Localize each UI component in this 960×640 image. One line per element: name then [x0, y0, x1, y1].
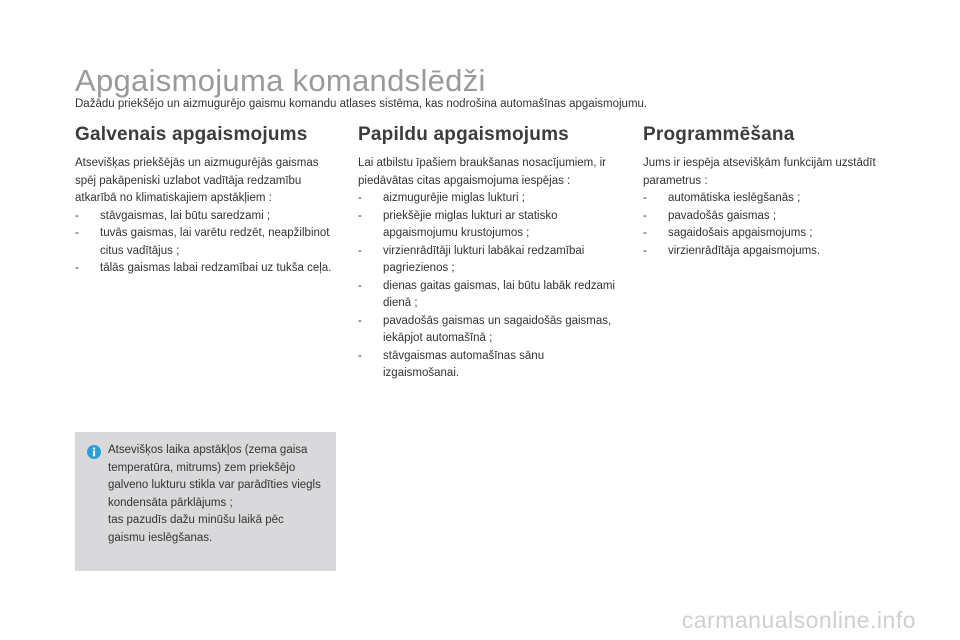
section-programming	[643, 124, 903, 260]
page-title: Apgaismojuma komandslēdži	[75, 63, 486, 98]
list-item: - aizmugurējie miglas lukturi ;	[358, 190, 620, 208]
list-item: - dienas gaitas gaismas, lai būtu labāk redzami dienā ;	[358, 278, 620, 313]
section-intro: Lai atbilstu īpašiem braukšanas nosacījumiem, ir piedāvātas citas apgaismojuma iespējas :	[358, 157, 607, 187]
section-main-lighting	[75, 124, 335, 278]
section-heading: Programmēšana	[643, 124, 795, 145]
info-icon	[87, 445, 101, 459]
info-note-box	[75, 432, 336, 571]
list-item: - stāvgaismas, lai būtu saredzami ;	[75, 208, 335, 226]
note-text: tas pazudīs dažu minūšu laikā pēc gaismu ieslēgšanas.	[108, 514, 284, 544]
list-item: - tālās gaismas labai redzamībai uz tukša ceļa.	[75, 260, 335, 278]
note-text: Atsevišķos laika apstākļos (zema gaisa temperatūra, mitrums) zem priekšējo galveno lukturu stikla var parādīties viegls kondensāta pārklājums ;	[108, 444, 321, 509]
list-item: - stāvgaismas automašīnas sānu izgaismošanai.	[358, 348, 620, 383]
list-item: - priekšējie miglas lukturi ar statisko apgaismojumu krustojumos ;	[358, 208, 620, 243]
bullet-list	[358, 190, 620, 383]
section-intro: Atsevišķas priekšējās un aizmugurējās gaismas spēj pakāpeniski uzlabot vadītāja redzamību atkarībā no klimatiskajiem apstākļiem :	[75, 157, 319, 204]
section-additional-lighting	[358, 124, 620, 383]
watermark: carmanualsonline.info	[681, 607, 916, 633]
section-intro: Jums ir iespēja atsevišķām funkcijām uzstādīt parametrus :	[643, 157, 876, 187]
list-item: - virzienrādītāja apgaismojums.	[643, 243, 903, 261]
list-item: - pavadošās gaismas ;	[643, 208, 903, 226]
list-item: - tuvās gaismas, lai varētu redzēt, neapžilbinot citus vadītājus ;	[75, 225, 335, 260]
section-heading: Papildu apgaismojums	[358, 124, 569, 145]
list-item: - virzienrādītāji lukturi labākai redzamībai pagriezienos ;	[358, 243, 620, 278]
list-item: - automātiska ieslēgšanās ;	[643, 190, 903, 208]
list-item: - pavadošās gaismas un sagaidošās gaismas, iekāpjot automašīnā ;	[358, 313, 620, 348]
list-item: - sagaidošais apgaismojums ;	[643, 225, 903, 243]
page-subtitle: Dažādu priekšējo un aizmugurējo gaismu komandu atlases sistēma, kas nodrošina automašīnas apgaismojumu.	[75, 98, 648, 110]
section-heading: Galvenais apgaismojums	[75, 124, 308, 145]
bullet-list	[75, 208, 335, 278]
bullet-list	[643, 190, 903, 260]
